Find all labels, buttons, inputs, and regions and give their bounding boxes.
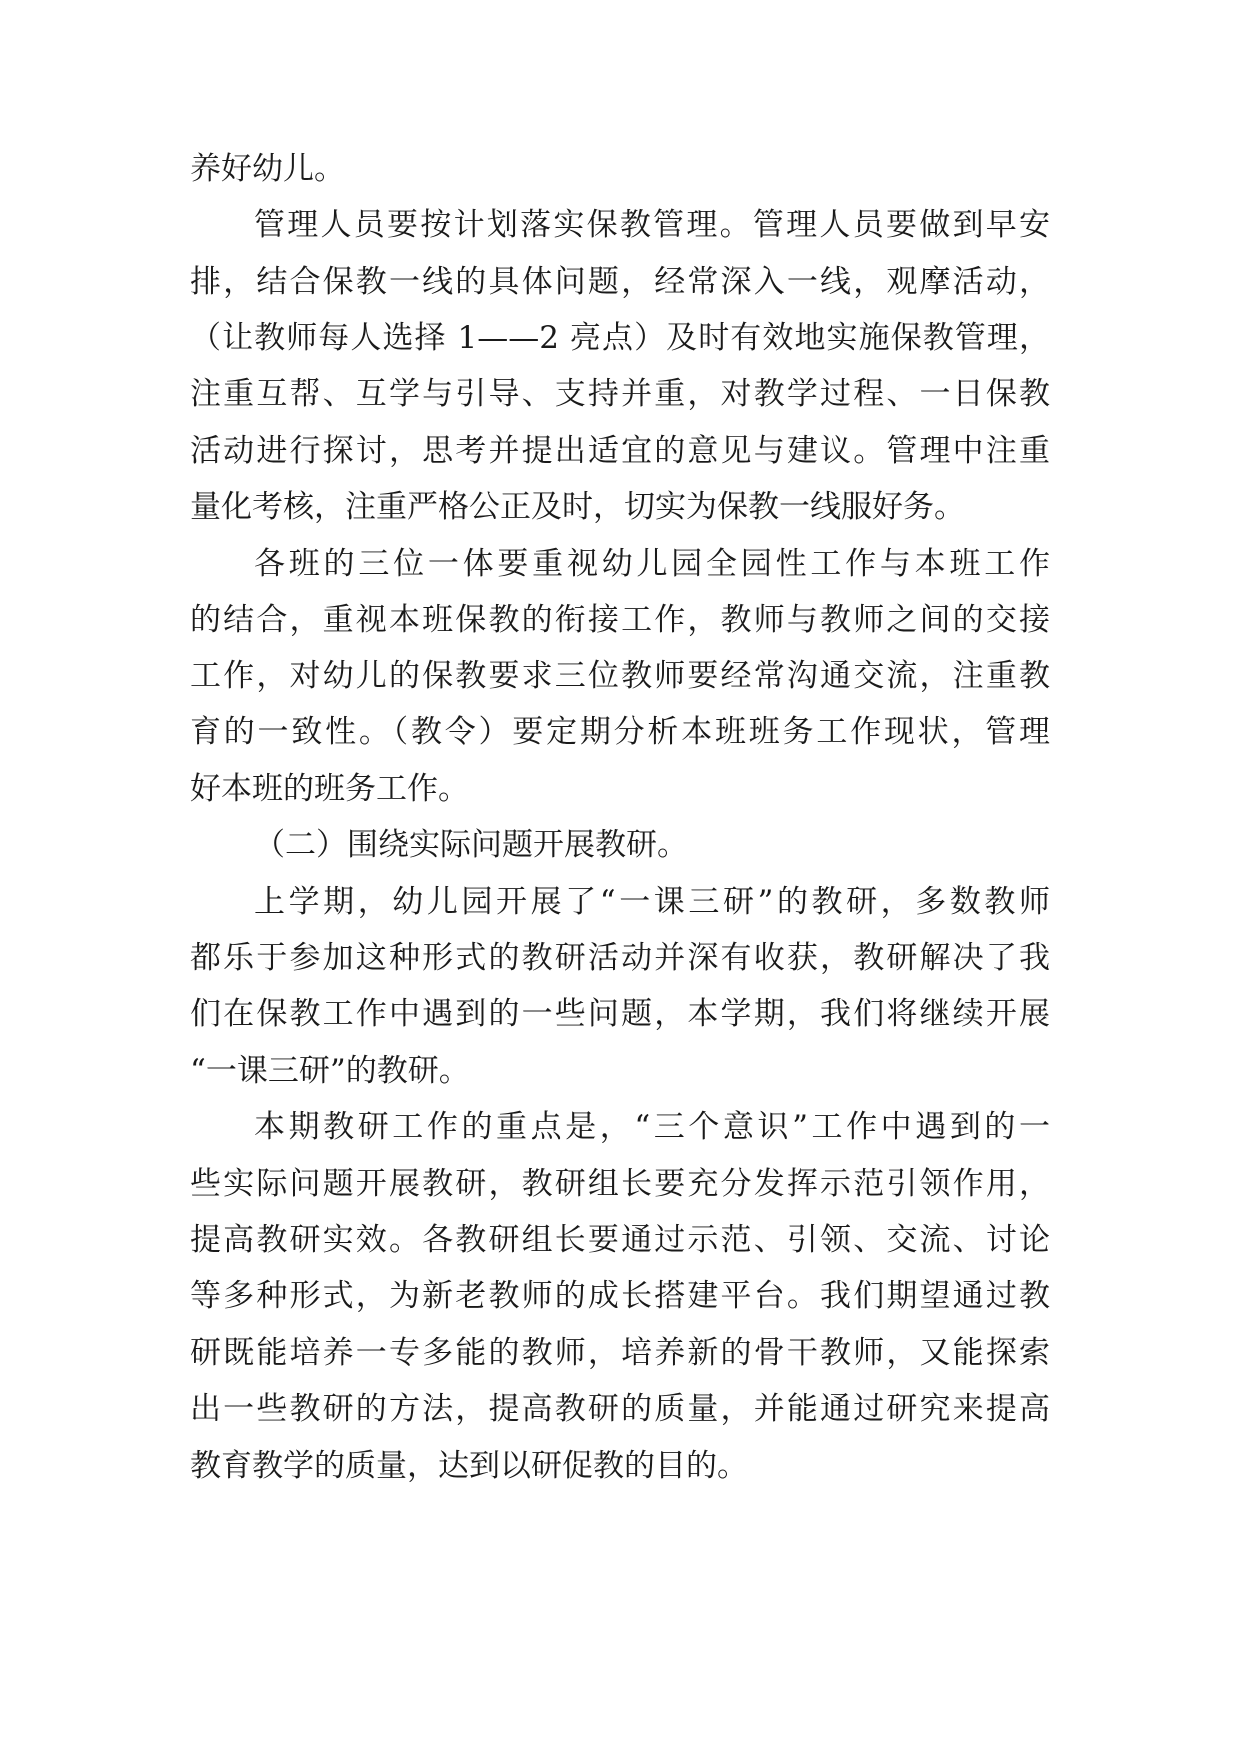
text-line: 量化考核，注重严格公正及时，切实为保教一线服好务。	[190, 489, 965, 525]
text-line: 工作，对幼儿的保教要求三位教师要经常沟通交流，注重教	[190, 658, 1050, 694]
text-line: 提高教研实效。各教研组长要通过示范、引领、交流、讨论	[190, 1222, 1050, 1258]
text-line: 养好幼儿。	[190, 151, 345, 187]
text-line: 些实际问题开展教研，教研组长要充分发挥示范引领作用，	[190, 1166, 1050, 1202]
text-line: 教育教学的质量，达到以研促教的目的。	[190, 1448, 748, 1484]
text-line: 研既能培养一专多能的教师，培养新的骨干教师，又能探索	[190, 1335, 1050, 1371]
paragraph-first-line: 上学期，幼儿园开展了“一课三研”的教研，多数教师	[254, 884, 1050, 920]
text-line: 都乐于参加这种形式的教研活动并深有收获，教研解决了我	[190, 940, 1050, 976]
paragraph-first-line: 管理人员要按计划落实保教管理。管理人员要做到早安	[254, 207, 1050, 243]
text-line: 出一些教研的方法，提高教研的质量，并能通过研究来提高	[190, 1391, 1050, 1427]
text-line: 育的一致性。（教令）要定期分析本班班务工作现状，管理	[190, 714, 1050, 750]
section-heading: （二）围绕实际问题开展教研。	[254, 827, 688, 863]
text-line: 的结合，重视本班保教的衔接工作，教师与教师之间的交接	[190, 602, 1050, 638]
text-line: 排，结合保教一线的具体问题，经常深入一线，观摩活动，	[190, 264, 1050, 300]
paragraph-first-line: 各班的三位一体要重视幼儿园全园性工作与本班工作	[254, 546, 1050, 582]
text-line: 注重互帮、互学与引导、支持并重，对教学过程、一日保教	[190, 376, 1050, 412]
text-line: “一课三研”的教研。	[190, 1053, 470, 1089]
paragraph-first-line: 本期教研工作的重点是，“三个意识”工作中遇到的一	[254, 1109, 1050, 1145]
text-line: 活动进行探讨，思考并提出适宜的意见与建议。管理中注重	[190, 433, 1050, 469]
text-line: 们在保教工作中遇到的一些问题，本学期，我们将继续开展	[190, 996, 1050, 1032]
text-line: 好本班的班务工作。	[190, 771, 469, 807]
text-line: （让教师每人选择 1——2 亮点）及时有效地实施保教管理，	[190, 320, 1050, 356]
text-line: 等多种形式，为新老教师的成长搭建平台。我们期望通过教	[190, 1278, 1050, 1314]
